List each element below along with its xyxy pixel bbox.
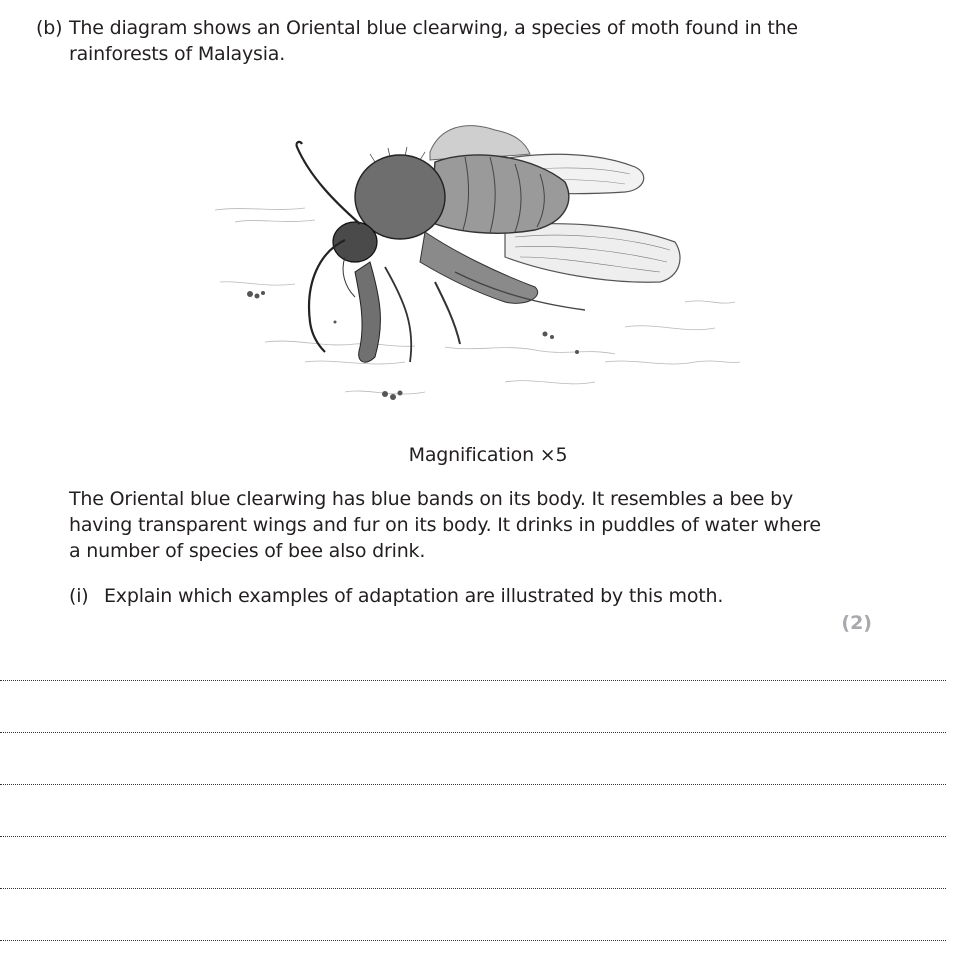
answer-line[interactable]: [0, 784, 946, 785]
front-legs: [355, 262, 380, 362]
moth-illustration: [205, 112, 750, 412]
marks-indicator: (2): [841, 612, 872, 634]
question-text: [69, 15, 849, 67]
answer-line[interactable]: [0, 732, 946, 733]
description-line-3: a number of species of bee also drink.: [69, 540, 426, 562]
figure-caption: Magnification ×5: [408, 444, 568, 466]
answer-line[interactable]: [0, 836, 946, 837]
proboscis: [343, 257, 355, 297]
answer-line[interactable]: [0, 680, 946, 681]
antenna-upper: [297, 142, 360, 224]
question-text-line-1: The diagram shows an Oriental blue clearwing, a species of moth found in the: [69, 17, 798, 39]
subquestion-text: Explain which examples of adaptation are illustrated by this moth.: [104, 585, 724, 607]
question-text-line-2: rainforests of Malaysia.: [69, 43, 286, 65]
answer-line[interactable]: [0, 888, 946, 889]
description-line-2: having transparent wings and fur on its body. It drinks in puddles of water where: [69, 514, 821, 536]
description-text: [69, 486, 849, 564]
lower-wing: [505, 224, 680, 282]
description-line-1: The Oriental blue clearwing has blue bands on its body. It resembles a bee by: [69, 488, 794, 510]
answer-line[interactable]: [0, 940, 946, 941]
question-label: (b): [36, 17, 63, 39]
pebbles: [247, 291, 579, 400]
subquestion-label: (i): [69, 585, 89, 607]
ground-sketch: [215, 208, 740, 394]
